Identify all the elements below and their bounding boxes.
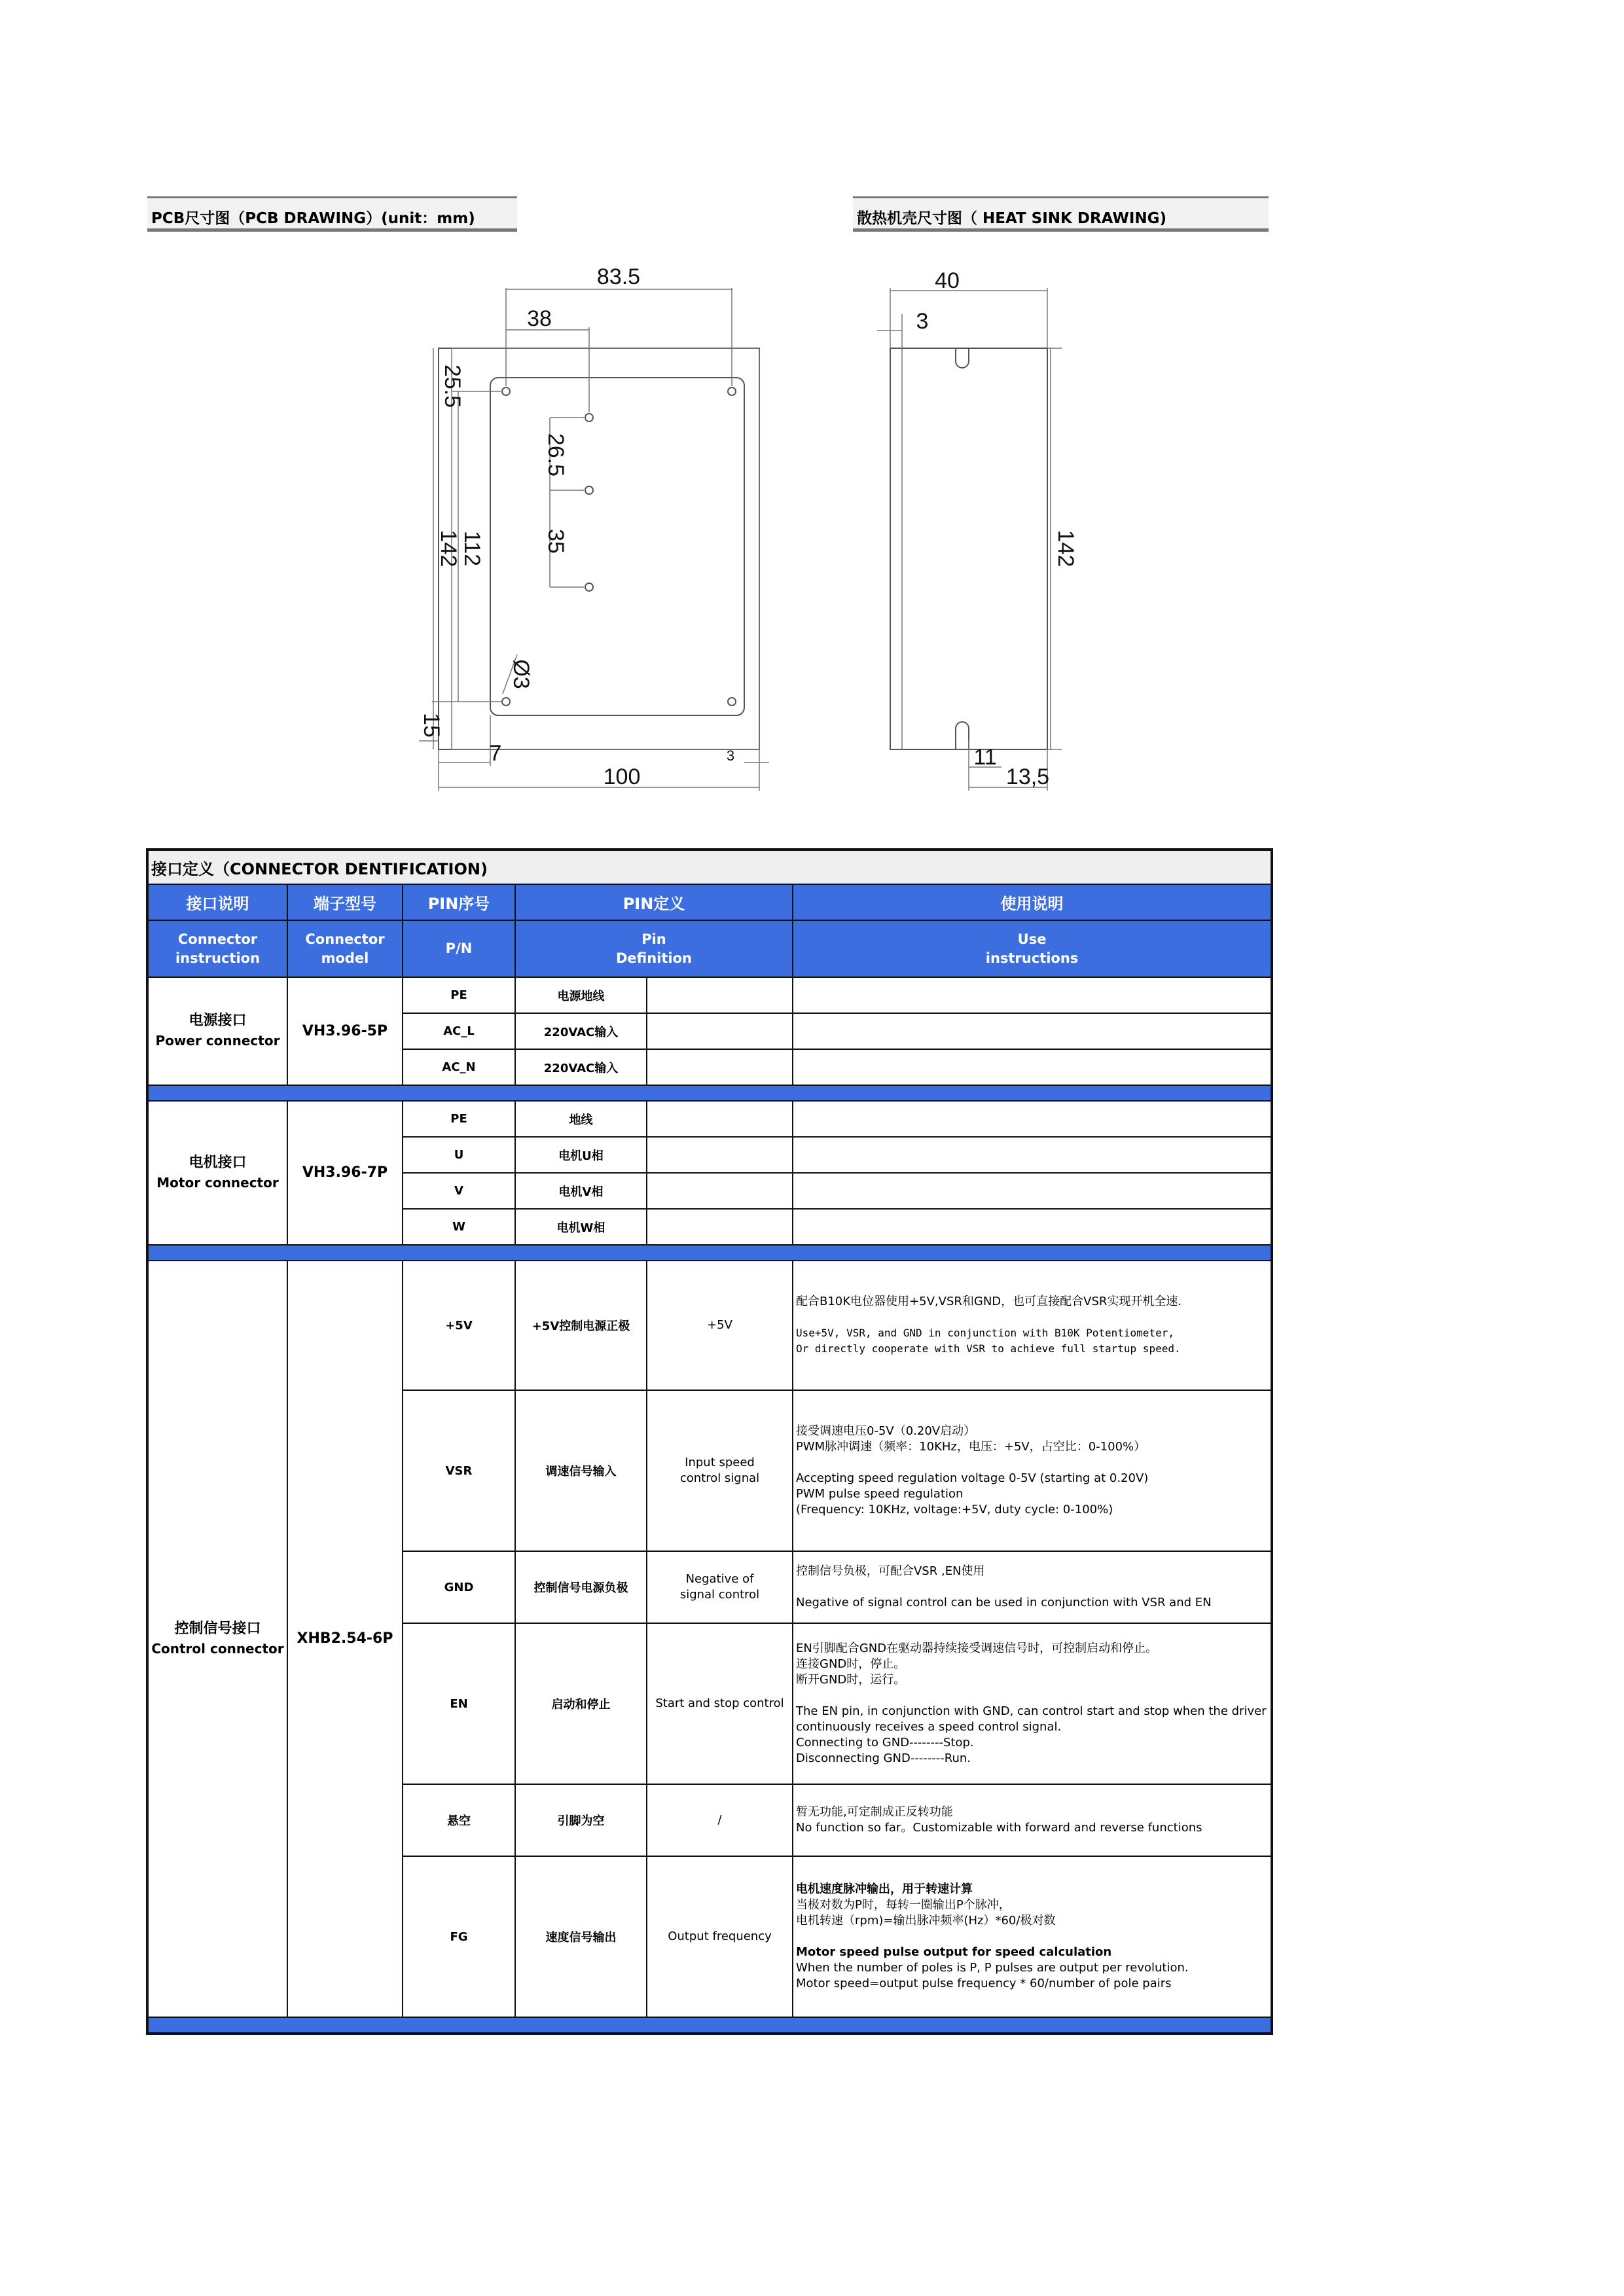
- control-pin-def-en: /: [647, 1784, 793, 1856]
- top-mount-slot: [956, 348, 969, 368]
- power-pin-def: 电源地线: [515, 977, 647, 1013]
- motor-pin-def: 地线: [515, 1101, 647, 1137]
- header-connector-en: Connector instruction: [147, 920, 287, 977]
- dim-38: 38: [527, 306, 552, 331]
- heatsink-section-header: [853, 196, 1269, 232]
- section-divider: [147, 1085, 1272, 1101]
- motor-pin: PE: [403, 1101, 515, 1137]
- hs-dim-40: 40: [935, 268, 960, 293]
- control-pin: 悬空: [403, 1784, 515, 1856]
- header-usage-cn: 使用说明: [793, 884, 1272, 920]
- header-row-cn: [147, 884, 1272, 920]
- pcb-section-header: [147, 196, 517, 232]
- control-pin-def-en: Input speed control signal: [647, 1390, 793, 1551]
- control-pin: +5V: [403, 1261, 515, 1390]
- power-pin: AC_N: [403, 1049, 515, 1085]
- dim-100: 100: [603, 764, 641, 789]
- terminal-hole-2: [585, 486, 593, 494]
- control-pin-usage: 配合B10K电位器使用+5V,VSR和GND，也可直接配合VSR实现开机全速. Use+5V, VSR, and GND in conjunction with B10K Potentiometer, Or directly cooperate with VSR to achieve full startup speed.: [793, 1261, 1272, 1390]
- control-pin-usage: 接受调速电压0-5V（0.20V启动） PWM脉冲调速（频率：10KHz，电压：+5V，占空比：0-100%） Accepting speed regulation voltage 0-5V (starting at 0.20V) PWM pulse speed regulation (Frequency: 10KHz, voltage:+5V, duty cycle: 0-100%): [793, 1390, 1272, 1551]
- motor-connector-model: VH3.96-7P: [287, 1101, 403, 1245]
- pcb-drawing: [393, 255, 799, 812]
- power-connector-model: VH3.96-5P: [287, 977, 403, 1085]
- mount-hole-bottom-right: [728, 698, 736, 706]
- header-model-en: Connector model: [287, 920, 403, 977]
- pcb-section-title: PCB尺寸图（PCB DRAWING）(unit：mm): [151, 210, 475, 227]
- motor-connector-name: 电机接口 Motor connector: [147, 1101, 287, 1245]
- motor-pin: U: [403, 1137, 515, 1173]
- power-pin-def: 220VAC输入: [515, 1013, 647, 1049]
- control-pin-def: 控制信号电源负极: [515, 1551, 647, 1623]
- header-connector-cn: 接口说明: [147, 884, 287, 920]
- motor-pin-def: 电机U相: [515, 1137, 647, 1173]
- section-divider: [147, 2017, 1272, 2034]
- control-pin-def: 速度信号输出: [515, 1856, 647, 2017]
- terminal-hole-1: [585, 414, 593, 422]
- table-row: [147, 1101, 1272, 1137]
- dim-112: 112: [460, 530, 484, 567]
- power-pin-def: 220VAC输入: [515, 1049, 647, 1085]
- power-pin: PE: [403, 977, 515, 1013]
- heatsink-drawing: [864, 255, 1078, 812]
- dim-83-5: 83.5: [596, 264, 641, 289]
- control-pin-def: +5V控制电源正极: [515, 1261, 647, 1390]
- control-pin-usage: 电机速度脉冲输出，用于转速计算 当极对数为P时，每转一圈输出P个脉冲， 电机转速（rpm)=输出脉冲频率(Hz）*60/极对数 Motor speed pulse output for speed calculation When the number of poles is P, P pulses are output per revolution. Motor speed=output pulse frequency * 60/number of pole pairs: [793, 1856, 1272, 2017]
- header-usage-en: Use instructions: [793, 920, 1272, 977]
- dim-25-5: 25.5: [440, 364, 465, 408]
- control-pin-def: 调速信号输入: [515, 1390, 647, 1551]
- pcb-heatsink-edge: [452, 348, 759, 749]
- mount-hole-top-right: [728, 387, 736, 395]
- hs-dim-11: 11: [973, 745, 997, 770]
- hs-dim-142: 142: [1053, 529, 1078, 567]
- section-divider: [147, 1245, 1272, 1261]
- hs-dim-13-5: 13,5: [1005, 764, 1050, 789]
- power-pin: AC_L: [403, 1013, 515, 1049]
- header-model-cn: 端子型号: [287, 884, 403, 920]
- power-connector-name: 电源接口 Power connector: [147, 977, 287, 1085]
- control-pin-usage: 控制信号负极，可配合VSR ,EN使用 Negative of signal control can be used in conjunction with VSR and EN: [793, 1551, 1272, 1623]
- motor-pin-def: 电机V相: [515, 1173, 647, 1209]
- dim-3: 3: [726, 747, 735, 764]
- control-pin: EN: [403, 1623, 515, 1784]
- motor-pin: W: [403, 1209, 515, 1245]
- header-row-en: [147, 920, 1272, 977]
- control-pin: FG: [403, 1856, 515, 2017]
- connector-table: [146, 848, 1273, 2035]
- table-row: [147, 1261, 1272, 1390]
- table-title: 接口定义（CONNECTOR DENTIFICATION): [147, 850, 1272, 884]
- header-pin-cn: PIN序号: [403, 884, 515, 920]
- motor-pin: V: [403, 1173, 515, 1209]
- control-pin: GND: [403, 1551, 515, 1623]
- control-pin-usage: EN引脚配合GND在驱动器持续接受调速信号时，可控制启动和停止。 连接GND时，停止。 断开GND时，运行。 The EN pin, in conjunction with GND, can control start and stop when the driver continuously receives a speed control signal. Connecting to GND--------Stop. Disconnecting GND--------Run.: [793, 1623, 1272, 1784]
- pcb-outline: [439, 348, 759, 749]
- header-definition-cn: PIN定义: [515, 884, 793, 920]
- heatsink-outline: [890, 348, 1047, 749]
- control-connector-name: 控制信号接口 Control connector: [147, 1261, 287, 2017]
- hs-dim-3: 3: [916, 309, 929, 334]
- dim-35: 35: [543, 529, 568, 554]
- table-row: [147, 977, 1272, 1013]
- control-pin-def-en: +5V: [647, 1261, 793, 1390]
- bottom-mount-slot: [956, 722, 969, 749]
- mount-hole-bottom-left: [502, 698, 510, 706]
- heatsink-section-title: 散热机壳尺寸图（ HEAT SINK DRAWING): [857, 210, 1167, 227]
- motor-pin-def: 电机W相: [515, 1209, 647, 1245]
- dim-hole-diameter: Ø3: [509, 659, 533, 689]
- control-pin-def: 启动和停止: [515, 1623, 647, 1784]
- control-connector-model: XHB2.54-6P: [287, 1261, 403, 2017]
- dim-15: 15: [419, 713, 444, 738]
- dim-26-5: 26.5: [543, 433, 568, 477]
- dim-7: 7: [489, 741, 502, 766]
- terminal-hole-3: [585, 583, 593, 591]
- control-pin-def-en: Output frequency: [647, 1856, 793, 2017]
- control-pin-def: 引脚为空: [515, 1784, 647, 1856]
- dim-142: 142: [436, 529, 461, 567]
- control-pin-usage: 暂无功能,可定制成正反转功能 No function so far。Customizable with forward and reverse functions: [793, 1784, 1272, 1856]
- control-pin-def-en: Negative of signal control: [647, 1551, 793, 1623]
- control-pin-def-en: Start and stop control: [647, 1623, 793, 1784]
- control-pin: VSR: [403, 1390, 515, 1551]
- header-definition-en: Pin Definition: [515, 920, 793, 977]
- mount-hole-top-left: [502, 387, 510, 395]
- header-pin-en: P/N: [403, 920, 515, 977]
